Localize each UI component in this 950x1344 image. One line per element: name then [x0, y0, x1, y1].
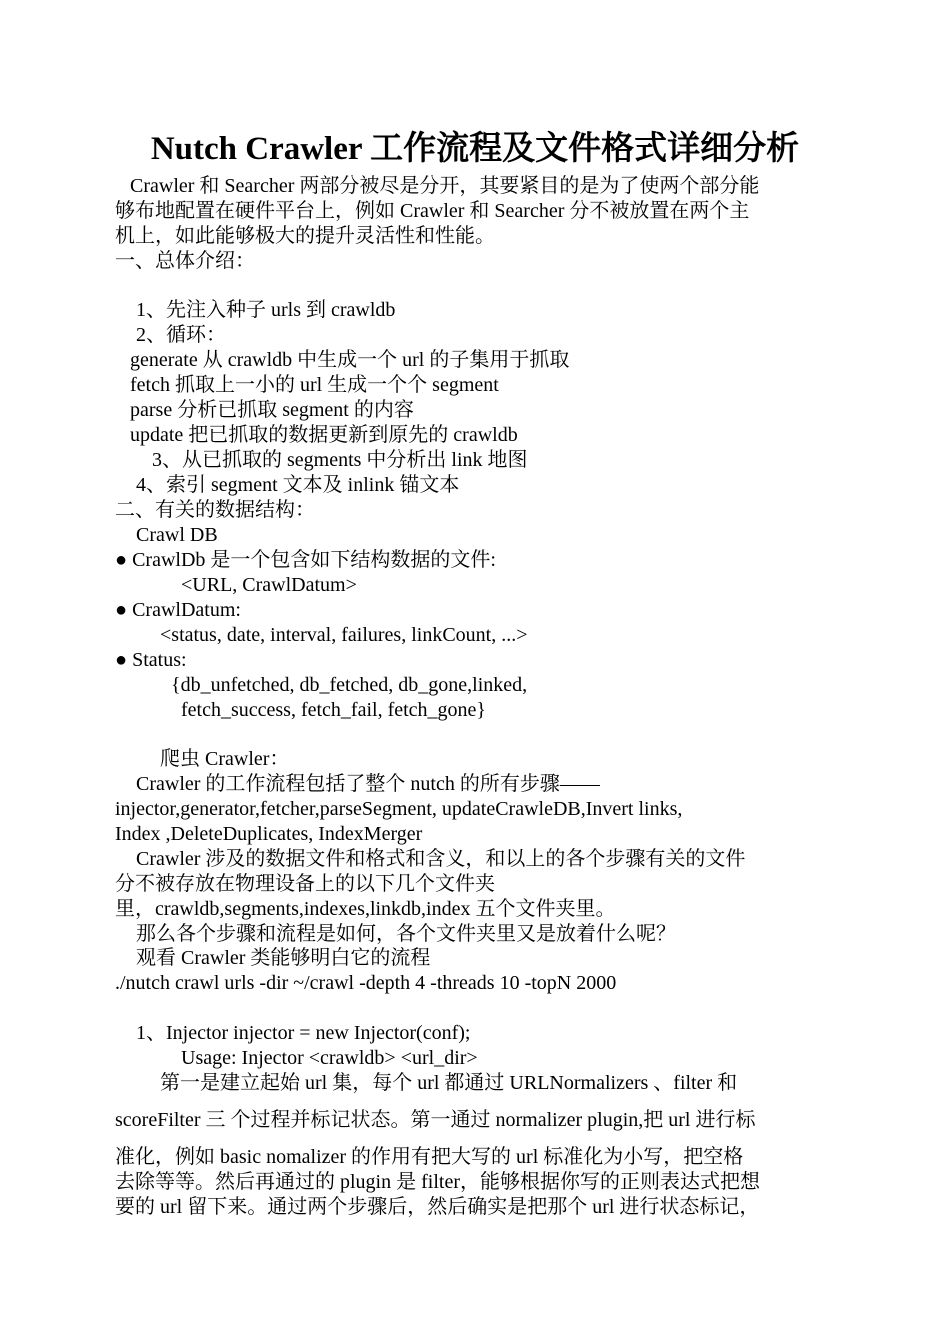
crawler-p3: 那么各个步骤和流程是如何，各个文件夹里又是放着什么呢？ [136, 923, 676, 945]
page-title: Nutch Crawler 工作流程及文件格式详细分析 [150, 131, 800, 167]
loop-fetch: fetch 抓取上一小的 url 生成一个个 segment [130, 374, 499, 396]
intro-line-3: 机上，如此能够极大的提升灵活性和性能。 [115, 225, 495, 247]
crawler-p1-line-1: Crawler 的工作流程包括了整个 nutch 的所有步骤—— [136, 773, 600, 795]
injector-line-4: 去除等等。然后再通过的 plugin 是 filter，能够根据你写的正则表达式把想 [115, 1171, 760, 1193]
section-heading-data-structures: 二、有关的数据结构： [115, 499, 315, 521]
overview-step-3: 3、从已抓取的 segments 中分析出 link 地图 [152, 449, 528, 471]
bullet-status-detail-1: {db_unfetched, db_fetched, db_gone,linked, [171, 674, 528, 696]
bullet-crawldatum: ● CrawlDatum: [115, 599, 241, 621]
crawler-p2-line-3: 里，crawldb,segments,indexes,linkdb,index 五个文件夹里。 [115, 898, 616, 920]
intro-line-2: 够布地配置在硬件平台上，例如 Crawler 和 Searcher 分不被放置在两个主 [115, 200, 750, 222]
overview-step-1: 1、先注入种子 urls 到 crawldb [136, 299, 396, 321]
injector-line-3: 准化，例如 basic nomalizer 的作用有把大写的 url 标准化为小写，把空格 [115, 1146, 744, 1168]
bullet-status: ● Status: [115, 649, 187, 671]
injector-line-5: 要的 url 留下来。通过两个步骤后，然后确实是把那个 url 进行状态标记， [115, 1196, 760, 1218]
bullet-crawldatum-detail: <status, date, interval, failures, linkCount, ...> [160, 624, 528, 646]
crawler-p1-line-2: injector,generator,fetcher,parseSegment, updateCrawleDB,Invert links, [115, 798, 683, 820]
crawler-heading: 爬虫 Crawler： [160, 748, 290, 770]
loop-generate: generate 从 crawldb 中生成一个 url 的子集用于抓取 [130, 349, 570, 371]
section-heading-overview: 一、总体介绍： [115, 250, 255, 272]
bullet-status-detail-2: fetch_success, fetch_fail, fetch_gone} [181, 699, 487, 721]
overview-step-2: 2、循环： [136, 324, 226, 346]
bullet-crawldb-detail: <URL, CrawlDatum> [181, 574, 357, 596]
crawler-p1-line-3: Index ,DeleteDuplicates, IndexMerger [115, 823, 423, 845]
crawler-p2-line-2: 分不被存放在物理设备上的以下几个文件夹 [115, 873, 495, 895]
crawl-db-label: Crawl DB [136, 524, 218, 546]
crawler-p4: 观看 Crawler 类能够明白它的流程 [136, 947, 431, 969]
injector-code: 1、Injector injector = new Injector(conf); [136, 1022, 471, 1044]
loop-update: update 把已抓取的数据更新到原先的 crawldb [130, 424, 518, 446]
injector-line-1: 第一是建立起始 url 集，每个 url 都通过 URLNormalizers 、filter 和 [160, 1072, 738, 1094]
injector-line-2: scoreFilter 三 个过程并标记状态。第一通过 normalizer plugin,把 url 进行标 [115, 1109, 756, 1131]
intro-line-1: Crawler 和 Searcher 两部分被尽是分开，其要紧目的是为了使两个部分能 [130, 175, 760, 197]
overview-step-4: 4、索引 segment 文本及 inlink 锚文本 [136, 474, 460, 496]
injector-usage: Usage: Injector <crawldb> <url_dir> [181, 1047, 478, 1069]
loop-parse: parse 分析已抓取 segment 的内容 [130, 399, 414, 421]
bullet-crawldb: ● CrawlDb 是一个包含如下结构数据的文件: [115, 549, 496, 571]
crawler-p2-line-1: Crawler 涉及的数据文件和格式和含义，和以上的各个步骤有关的文件 [136, 848, 746, 870]
crawl-command: ./nutch crawl urls -dir ~/crawl -depth 4 -threads 10 -topN 2000 [115, 972, 617, 994]
